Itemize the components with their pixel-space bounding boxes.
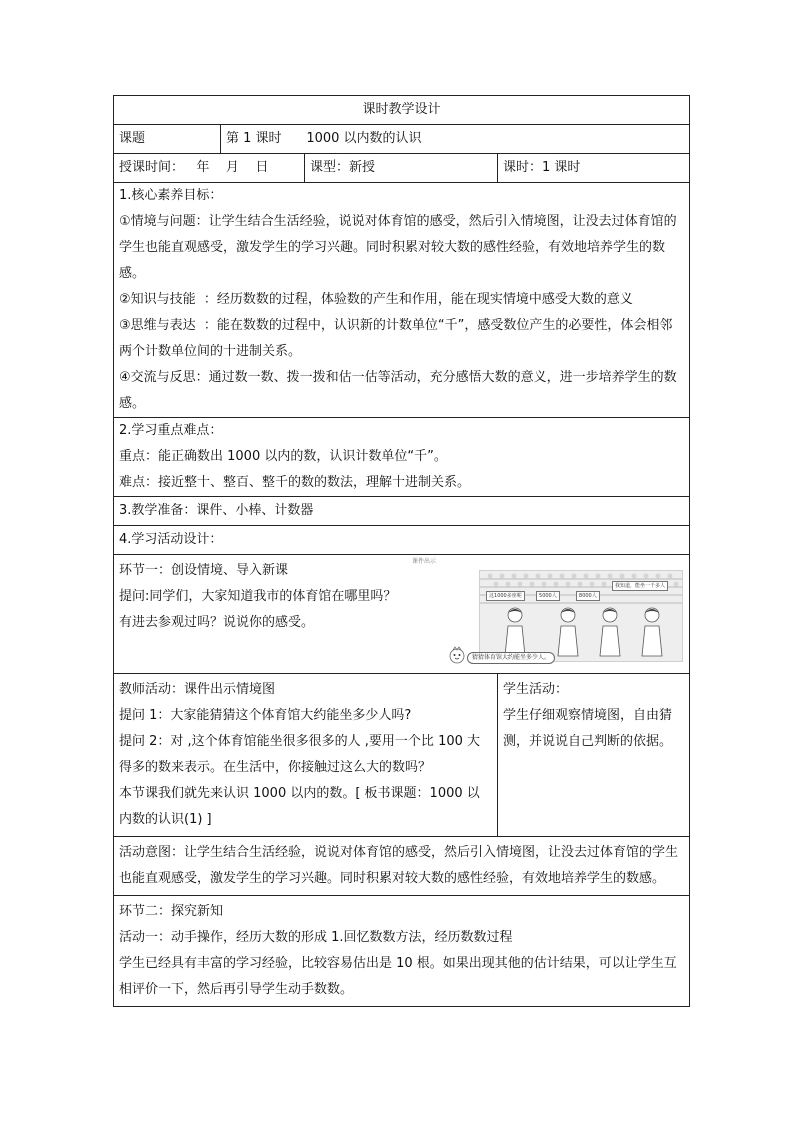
goal-item: ③思维与表达 ：能在数数的过程中，认识新的计数单位“千”，感受数位产生的必要性，体会相邻两个计数单位间的十进制关系。: [119, 318, 673, 359]
student-activity-heading: 学生活动：: [503, 682, 569, 697]
courseware-label: 课件出示: [412, 558, 437, 565]
document-title: 课时教学设计: [114, 96, 690, 125]
speech-bubble: 5000人: [536, 591, 560, 601]
student-activity-cell: [498, 674, 690, 837]
lesson-plan-page: [113, 95, 689, 1007]
goal-item: ①情境与问题：让学生结合生活经验，说说对体育馆的感受，然后引入情境图，让没去过体育馆的学生也能直观感受，激发学生的学习兴趣。同时积累对较大数的感性经验，有效地培养学生的数感。: [119, 214, 677, 281]
stage-one-question: 提问:同学们，大家知道我市的体育馆在哪里吗？有进去参观过吗？说说你的感受。: [119, 589, 397, 630]
core-goals-heading: 1.核心素养目标：: [119, 188, 223, 203]
teacher-question-1: 提问 1：大家能猜猜这个体育馆大约能坐多少人吗?: [119, 708, 412, 723]
scene-caption: 猜猜体育馆大约能坐多少人。: [467, 652, 555, 664]
difficult-point: 难点：接近整十、整百、整千的数的数法，理解十进制关系。: [119, 475, 471, 490]
core-goals-section: [114, 183, 690, 418]
speech-bubble: 这1000多座呢: [486, 591, 525, 601]
key-difficult-section: [114, 418, 690, 497]
goal-item: ④交流与反思：通过数一数、拨一拨和估一估等活动，充分感悟大数的意义，进一步培养学生的数感。: [119, 370, 677, 411]
stage-two-text: 学生已经具有丰富的学习经验，比较容易估出是 10 根。如果出现其他的估计结果，可以让学生互相评价一下，然后再引导学生动手数数。: [119, 956, 677, 997]
stage-one-title: 环节一：创设情境、导入新课: [119, 563, 289, 578]
speech-bubble: 8000人: [576, 591, 600, 601]
stadium-picture: [479, 570, 683, 662]
stage-two-activity: 活动一：动手操作，经历大数的形成 1.回忆数数方法，经历数数过程: [119, 930, 513, 945]
lesson-hours: 课时：1 课时: [498, 154, 690, 183]
goal-item: ②知识与技能 ：经历数数的过程，体验数的产生和作用，能在现实情境中感受大数的意义: [119, 292, 633, 307]
lesson-date: 授课时间： 年 月 日: [114, 154, 305, 183]
teacher-activity-heading: 教师活动：课件出示情境图: [119, 682, 276, 697]
student-activity-text: 学生仔细观察情境图，自由猜测，并说说自己判断的依据。: [503, 708, 673, 749]
mascot-icon: [448, 646, 466, 664]
speech-bubble: 我知道，能坐一千多人: [612, 581, 668, 591]
activity-intent: 活动意图：让学生结合生活经验，说说对体育馆的感受，然后引入情境图，让没去过体育馆的学生也能直观感受，激发学生的学习兴趣。同时积累对较大数的感性经验，有效地培养学生的数感。: [114, 837, 690, 896]
teacher-board-note: 本节课我们就先来认识 1000 以内的数。[ 板书课题：1000 以内数的认识(1) ]: [119, 786, 480, 827]
stage-two-section: [114, 896, 690, 1007]
scene-illustration: [412, 558, 684, 670]
stage-one-section: [114, 555, 690, 674]
activity-design-heading: 4.学习活动设计：: [114, 526, 690, 555]
teacher-question-2: 提问 2：对 ,这个体育馆能坐很多很多的人 ,要用一个比 100 大得多的数来表示。在生活中，你接触过这么大的数吗？: [119, 734, 481, 775]
teacher-activity-cell: [114, 674, 498, 837]
topic-value: 第 1 课时 1000 以内数的认识: [221, 125, 690, 154]
stage-two-title: 环节二：探究新知: [119, 904, 224, 919]
key-point: 重点：能正确数出 1000 以内的数，认识计数单位“千”。: [119, 449, 447, 464]
teaching-prep: 3.教学准备：课件、小棒、计数器: [114, 497, 690, 526]
lesson-type: 课型：新授: [305, 154, 498, 183]
lesson-plan-table: [113, 95, 690, 1007]
key-difficult-heading: 2.学习重点难点：: [119, 423, 223, 438]
topic-label: 课题: [114, 125, 221, 154]
